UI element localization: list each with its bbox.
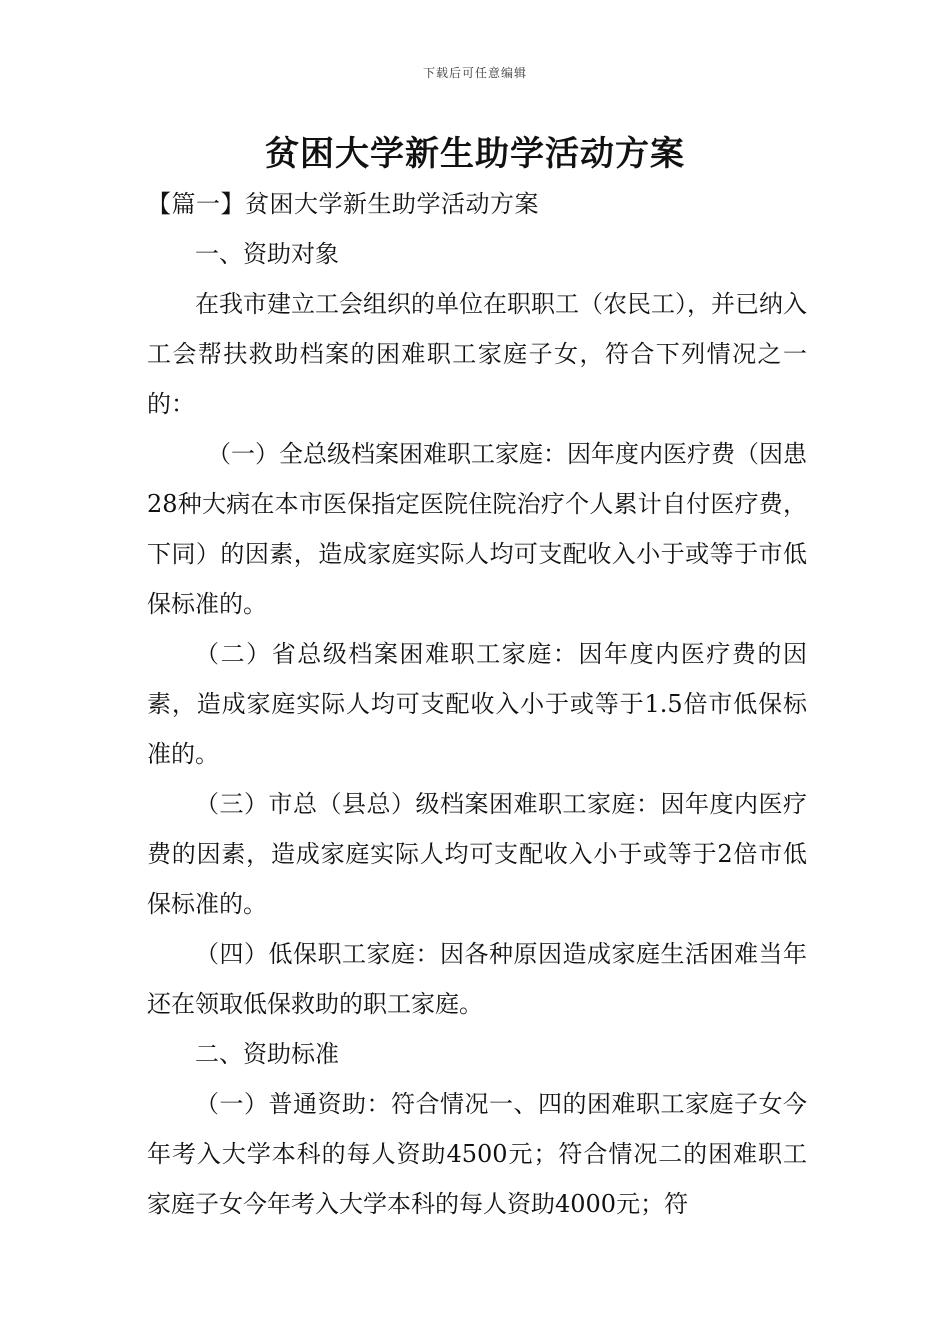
section-heading: 【篇一】贫困大学新生助学活动方案 [147, 190, 539, 218]
paragraph-heading-1: 一、资助对象 [195, 240, 339, 268]
paragraph-heading-2: 二、资助标准 [195, 1040, 339, 1068]
paragraph-case-4: （四）低保职工家庭：因各种原因造成家庭生活困难当年还在领取低保救助的职工家庭。 [147, 940, 807, 1018]
paragraph-standard-1: （一）普通资助：符合情况一、四的困难职工家庭子女今年考入大学本科的每人资助4500元；符合情况二的困难职工家庭子女今年考入大学本科的每人资助4000元；符 [147, 1090, 807, 1218]
header-note: 下载后可任意编辑 [422, 66, 527, 80]
document-body [147, 179, 807, 1229]
paragraph-case-3: （三）市总（县总）级档案困难职工家庭：因年度内医疗费的因素，造成家庭实际人均可支配收入小于或等于2倍市低保标准的。 [147, 790, 807, 918]
paragraph-case-2: （二）省总级档案困难职工家庭：因年度内医疗费的因素，造成家庭实际人均可支配收入小于或等于1.5倍市低保标准的。 [147, 640, 807, 768]
paragraph-case-1: （一）全总级档案困难职工家庭：因年度内医疗费（因患28种大病在本市医保指定医院住院治疗个人累计自付医疗费，下同）的因素，造成家庭实际人均可支配收入小于或等于市低保标准的。 [147, 440, 807, 618]
paragraph-eligibility: 在我市建立工会组织的单位在职职工（农民工），并已纳入工会帮扶救助档案的困难职工家庭子女，符合下列情况之一的： [147, 290, 807, 418]
document-title: 贫困大学新生助学活动方案 [265, 134, 685, 174]
